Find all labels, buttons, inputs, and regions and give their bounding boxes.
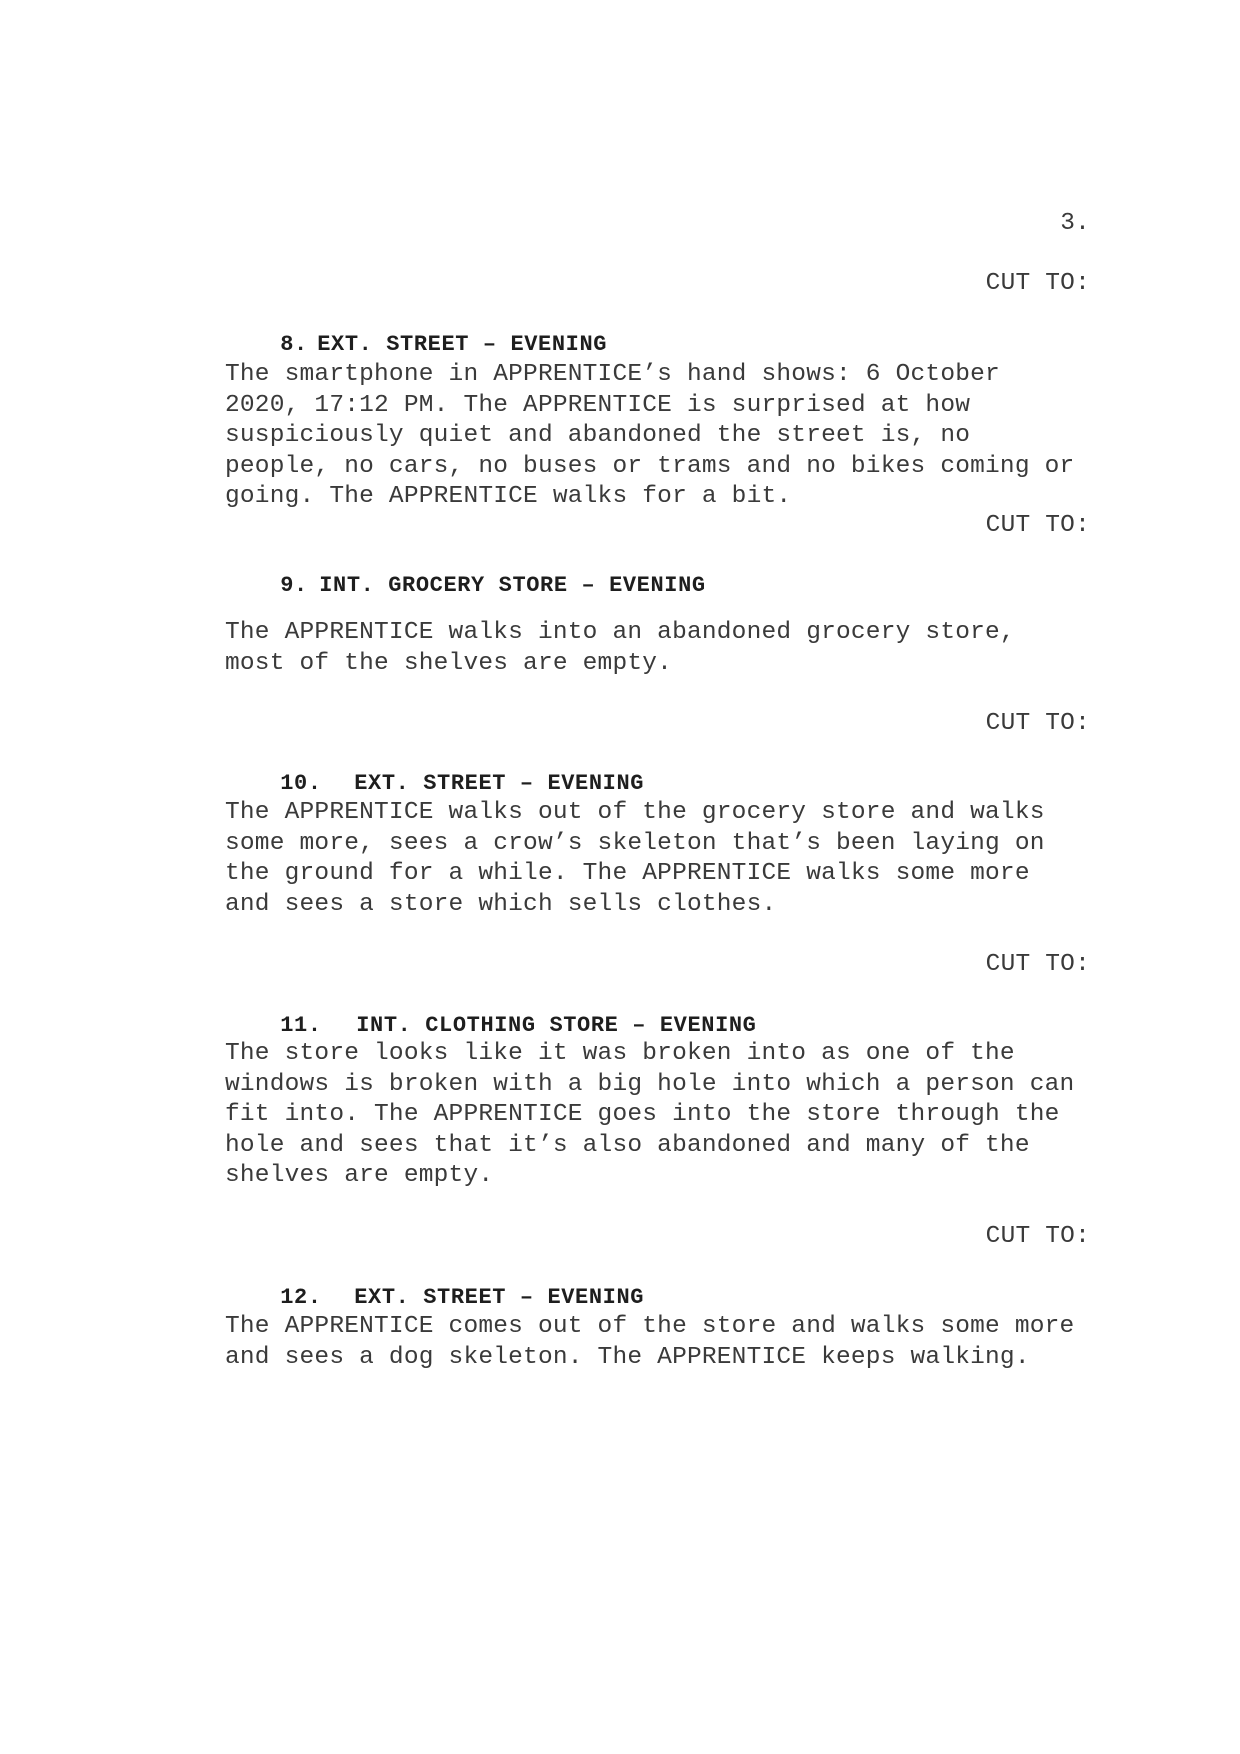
scene-action: The APPRENTICE comes out of the store and walks some more and sees a dog skeleton. The APPRENTICE keeps walking. [225,1313,1075,1371]
scene-action: The APPRENTICE walks out of the grocery store and walks some more, sees a crow’s skeleton that’s been laying on the ground for a while. The APPRENTICE walks some more and sees a store which sells clothes. [225,799,1045,918]
scene-number: 11. [280,1013,322,1038]
transition-cut-to: CUT TO: [985,710,1090,737]
transition-cut-to: CUT TO: [985,951,1090,978]
scene-action: The smartphone in APPRENTICE’s hand shows: 6 October 2020, 17:12 PM. The APPRENTICE is surprised at how suspiciously quiet and abandoned the street is, no people, no cars, no buses or trams and no bikes coming or going. The APPRENTICE walks for a bit. [225,361,1075,510]
scene-number: 9. [280,573,308,598]
scene-number: 10. [280,771,322,796]
scene-heading-text: INT. CLOTHING STORE – EVENING [356,1013,757,1038]
scene-action: The store looks like it was broken into as one of the windows is broken with a big hole into which a person can fit into. The APPRENTICE goes into the store through the hole and sees that it’s also abandoned and many of the shelves are empty. [225,1040,1075,1189]
scene-heading-text: EXT. STREET – EVENING [317,332,608,357]
scene-number: 8. [280,332,308,357]
scene-action: The APPRENTICE walks into an abandoned grocery store, most of the shelves are empty. [225,619,1015,677]
scene-heading-text: EXT. STREET – EVENING [354,771,645,796]
page-number: 3. [1060,210,1090,237]
transition-cut-to: CUT TO: [985,1223,1090,1250]
transition-cut-to: CUT TO: [985,270,1090,297]
scene-heading-text: EXT. STREET – EVENING [354,1285,645,1310]
scene-heading-text: INT. GROCERY STORE – EVENING [319,573,706,598]
transition-cut-to: CUT TO: [985,512,1090,539]
scene-number: 12. [280,1285,322,1310]
